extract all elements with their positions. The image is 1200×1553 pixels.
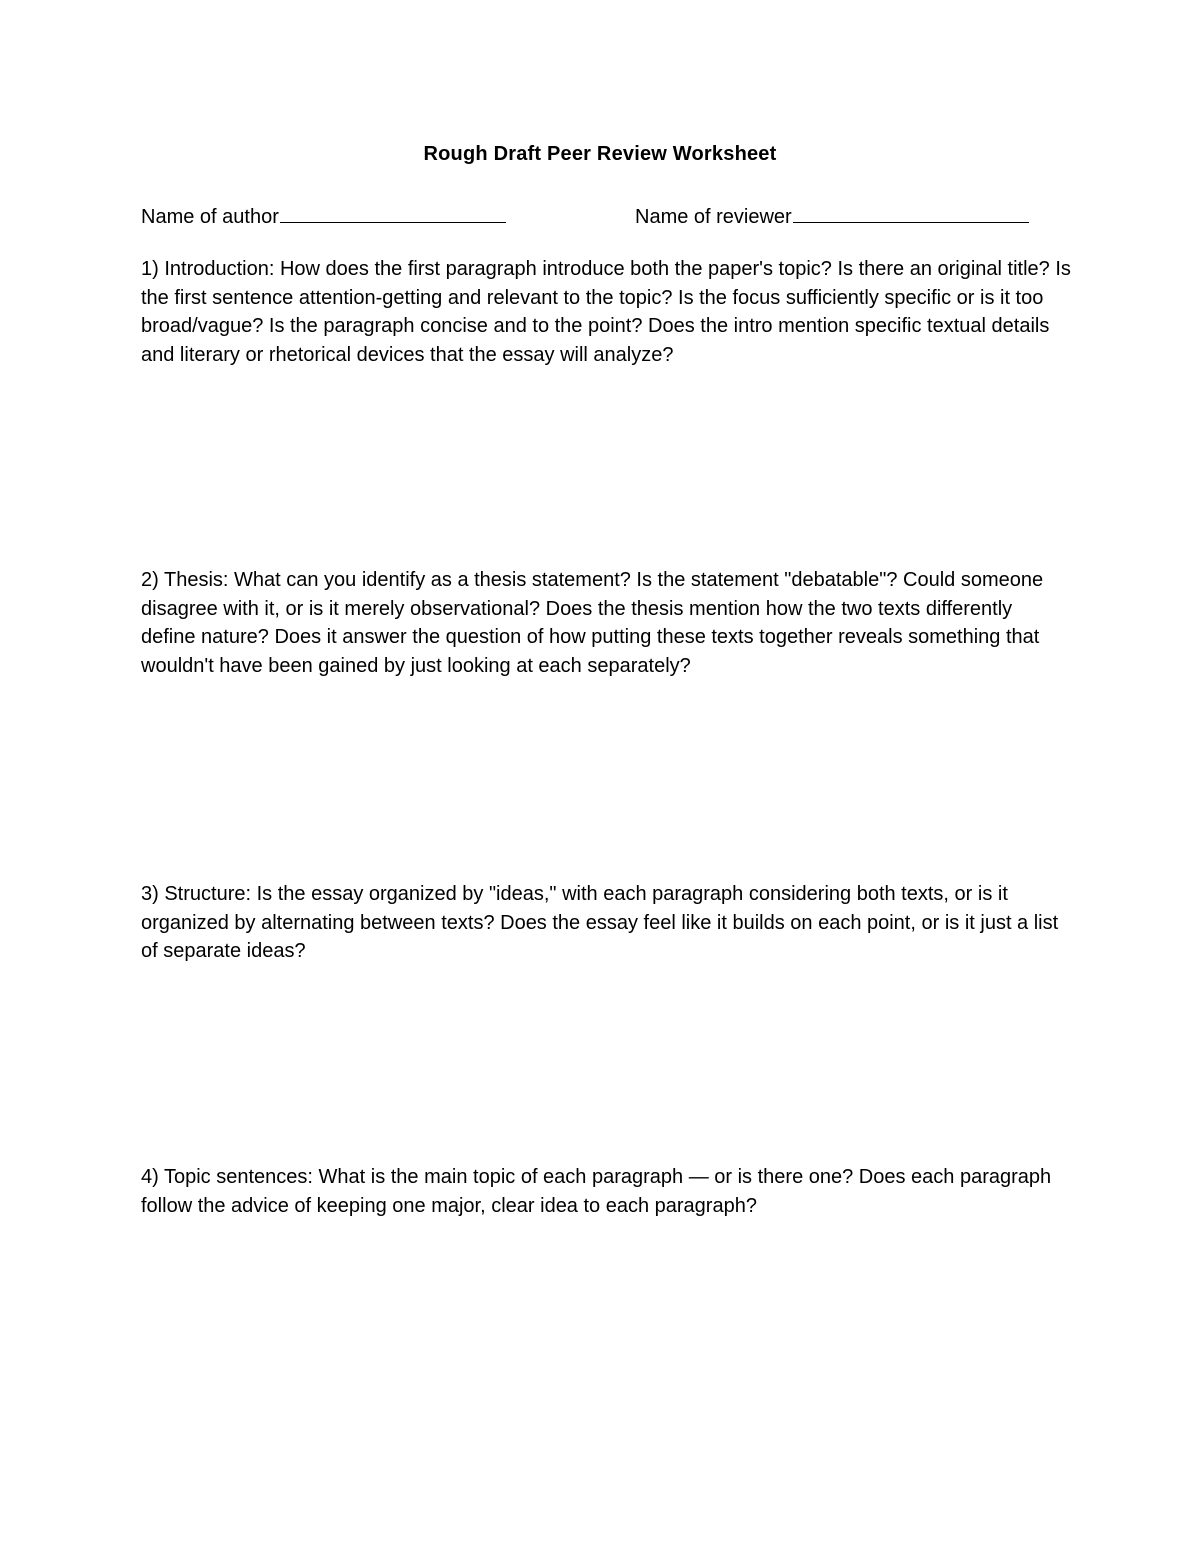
page-title: Rough Draft Peer Review Worksheet (423, 143, 777, 165)
reviewer-field (635, 200, 1029, 231)
question-topic-sentences: 4) Topic sentences: What is the main topic of each paragraph — or is there one? Does each paragraph follow the advice of keeping one major, clear idea to each paragraph? (141, 1166, 1052, 1217)
question-thesis: 2) Thesis: What can you identify as a thesis statement? Is the statement "debatable"? Could someone disagree with it, or is it merely observational? Does the thesis mention how the two texts differently define nature? Does it answer the question of how putting these texts together reveals something that wouldn't have been gained by just looking at each separately? (141, 569, 1044, 677)
author-blank-line[interactable] (280, 200, 506, 223)
question-structure: 3) Structure: Is the essay organized by "ideas," with each paragraph considering both texts, or is it organized by alternating between texts? Does the essay feel like it builds on each point, or is it just a list of separate ideas? (141, 883, 1059, 963)
question-introduction: 1) Introduction: How does the first paragraph introduce both the paper's topic? Is there an original title? Is the first sentence attention-getting and relevant to the topic? Is the focus sufficiently specific or is it too broad/vague? Is the paragraph concise and to the point? Does the intro mention specific textual details and literary or rhetorical devices that the essay will analyze? (141, 258, 1071, 366)
author-field (141, 200, 506, 231)
author-label: Name of author (141, 206, 279, 228)
reviewer-blank-line[interactable] (793, 200, 1029, 223)
reviewer-label: Name of reviewer (635, 206, 792, 228)
